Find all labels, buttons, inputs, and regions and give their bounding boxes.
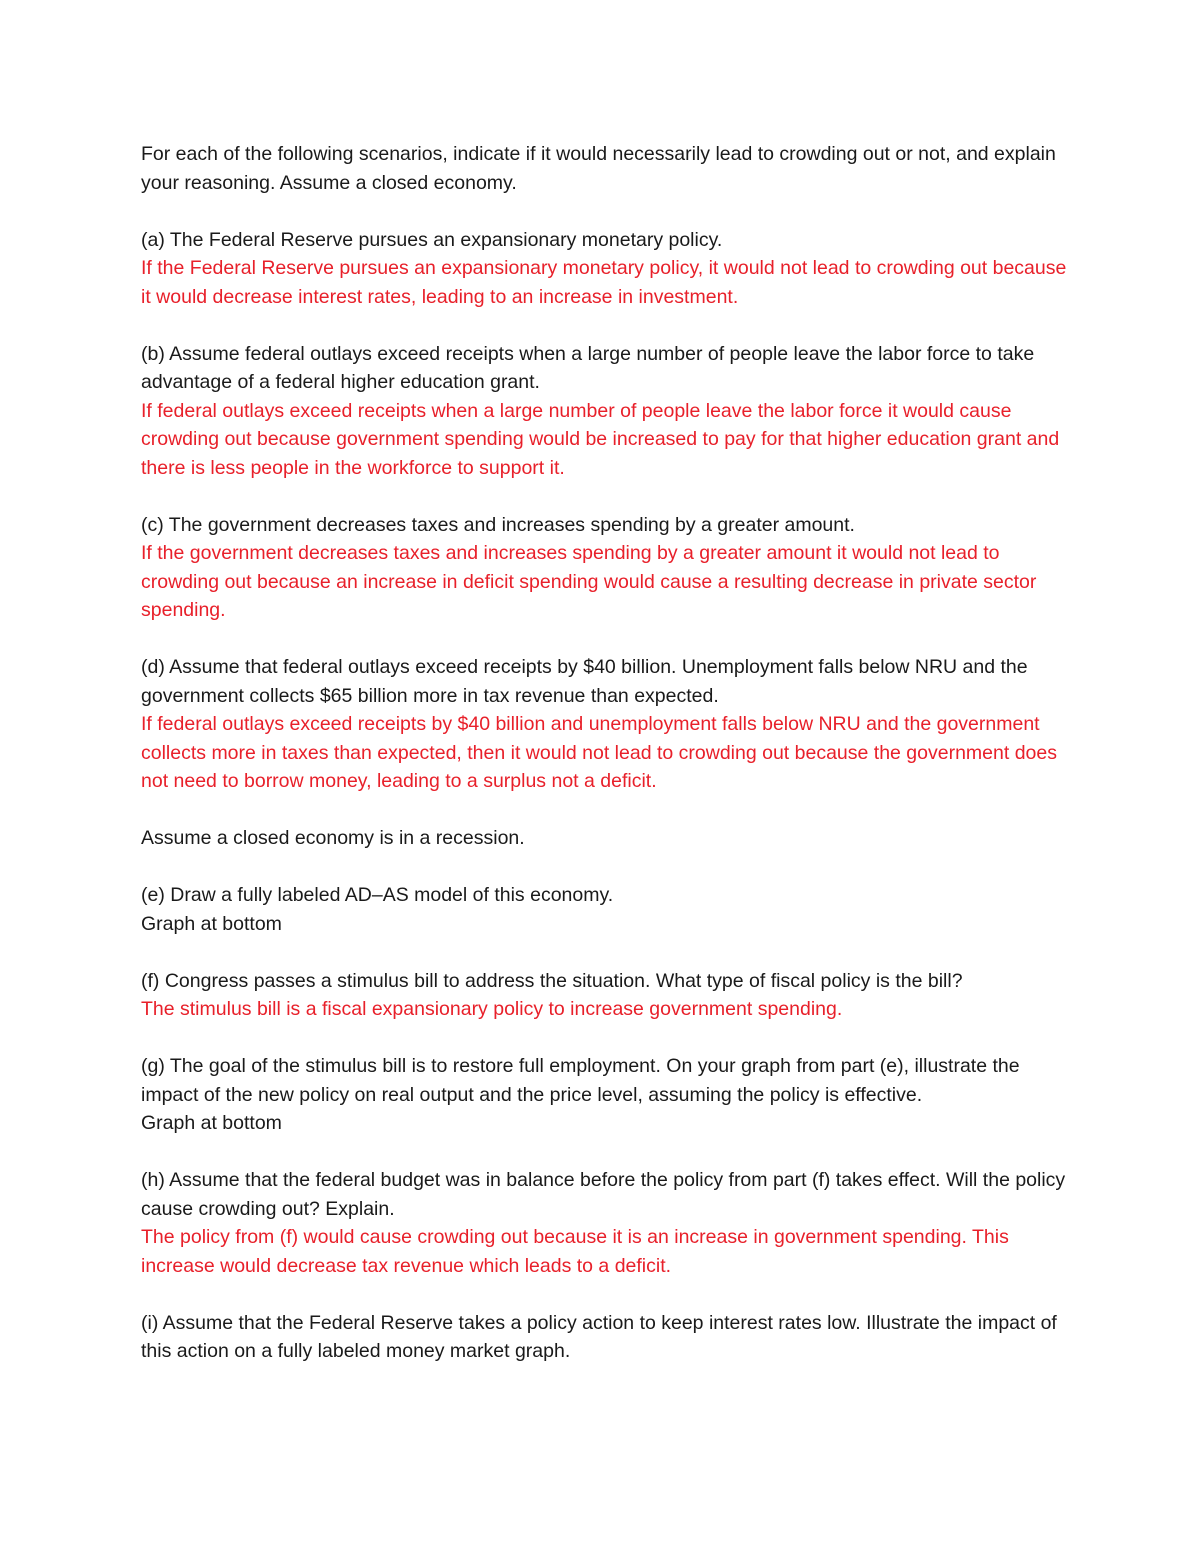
spacer [141, 311, 1071, 340]
intro-paragraph: For each of the following scenarios, indicate if it would necessarily lead to crowding out or not, and explain your reasoning. Assume a closed economy. [141, 143, 1056, 194]
document-body [141, 140, 1071, 1366]
answer-h: The policy from (f) would cause crowding out because it is an increase in government spending. This increase would decrease tax revenue which leads to a deficit. [141, 1226, 1009, 1277]
note-e: Graph at bottom [141, 912, 282, 935]
recession-intro: Assume a closed economy is in a recession. [141, 827, 525, 849]
question-a: (a) The Federal Reserve pursues an expansionary monetary policy. [141, 228, 723, 251]
spacer [141, 482, 1071, 511]
spacer [141, 197, 1071, 226]
spacer [141, 1280, 1071, 1309]
question-g: (g) The goal of the stimulus bill is to restore full employment. On your graph from part (e), illustrate the impact of the new policy on real output and the price level, assuming the policy is effective. [141, 1055, 1020, 1106]
spacer [141, 938, 1071, 967]
answer-d: If federal outlays exceed receipts by $40 billion and unemployment falls below NRU and the government collects more in taxes than expected, then it would not lead to crowding out because the government does not need to borrow money, leading to a surplus not a deficit. [141, 713, 1057, 792]
answer-a: If the Federal Reserve pursues an expansionary monetary policy, it would not lead to crowding out because it would decrease interest rates, leading to an increase in investment. [141, 257, 1067, 308]
note-g: Graph at bottom [141, 1112, 282, 1134]
question-b: (b) Assume federal outlays exceed receipts when a large number of people leave the labor force to take advantage of a federal higher education grant. [141, 342, 1035, 393]
answer-f: The stimulus bill is a fiscal expansionary policy to increase government spending. [141, 998, 843, 1020]
answer-c: If the government decreases taxes and increases spending by a greater amount it would not lead to crowding out because an increase in deficit spending would cause a resulting decrease in private sector spending. [141, 542, 1037, 621]
question-e: (e) Draw a fully labeled AD–AS model of this economy. [141, 884, 614, 906]
spacer [141, 625, 1071, 654]
question-f: (f) Congress passes a stimulus bill to address the situation. What type of fiscal policy is the bill? [141, 969, 963, 992]
answer-b: If federal outlays exceed receipts when a large number of people leave the labor force it would cause crowding out because government spending would be increased to pay for that higher education grant and there is less people in the workforce to support it. [141, 399, 1060, 479]
spacer [141, 796, 1071, 825]
question-i: (i) Assume that the Federal Reserve takes a policy action to keep interest rates low. Illustrate the impact of this action on a fully labeled money market graph. [141, 1311, 1057, 1362]
spacer [141, 1024, 1071, 1053]
question-c: (c) The government decreases taxes and increases spending by a greater amount. [141, 513, 855, 536]
spacer [141, 1138, 1071, 1167]
question-d: (d) Assume that federal outlays exceed receipts by $40 billion. Unemployment falls below NRU and the government collects $65 billion more in tax revenue than expected. [141, 656, 1028, 707]
question-h: (h) Assume that the federal budget was in balance before the policy from part (f) takes effect. Will the policy cause crowding out? Explain. [141, 1169, 1066, 1220]
spacer [141, 853, 1071, 882]
